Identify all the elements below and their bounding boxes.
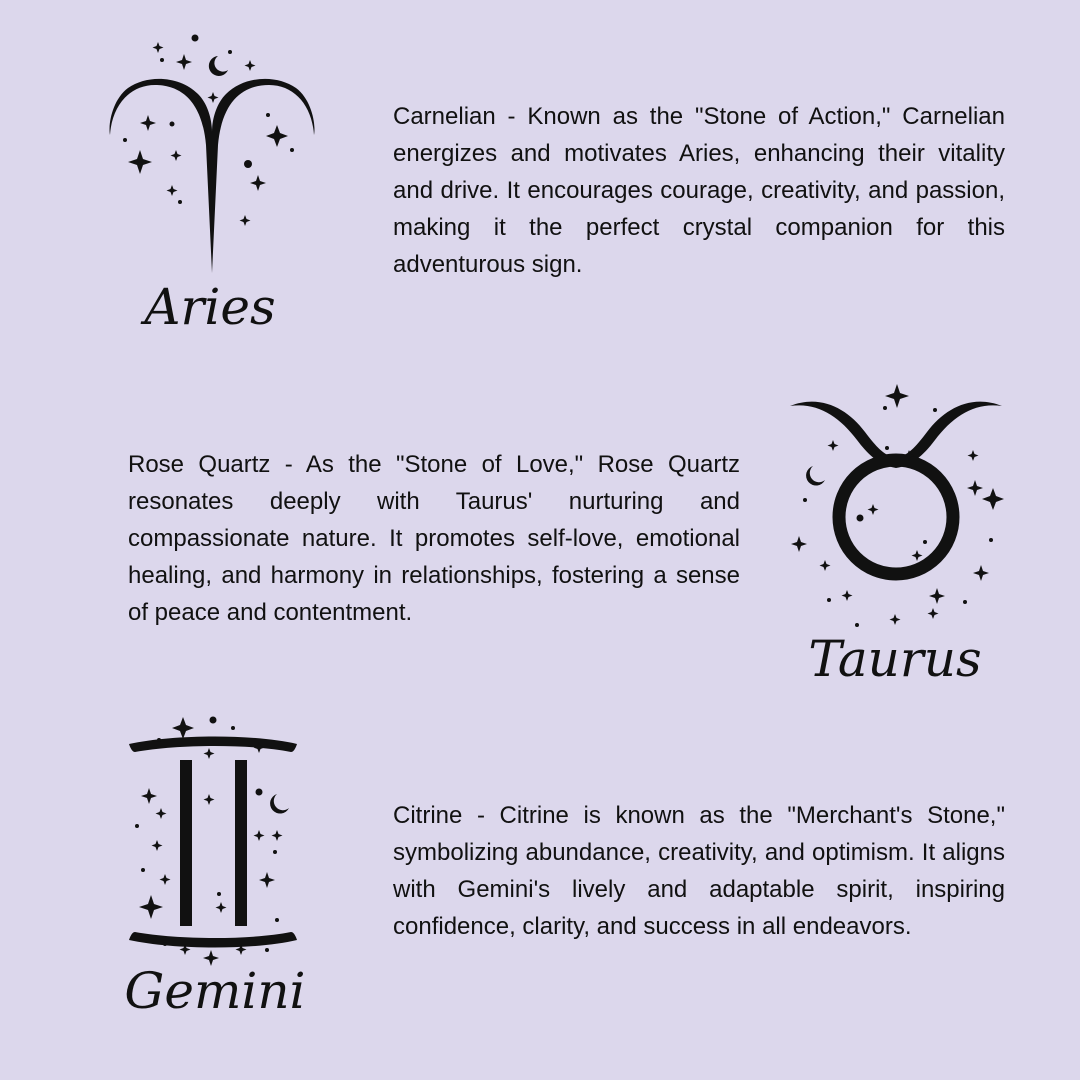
gemini-description: Citrine - Citrine is known as the "Merchant's Stone," symbolizing abundance, creativity, and optimism. It aligns with Gemini's lively and adaptable spirit, inspiring confidence, clarity, and success in all endeavors. [393,802,1005,940]
aries-symbol-icon [100,30,330,280]
gemini-section [0,700,1080,1080]
gemini-sign-name: Gemini [124,962,306,1020]
aries-sign-name: Aries [144,278,276,336]
taurus-description: Rose Quartz - As the "Stone of Love," Rose Quartz resonates deeply with Taurus' nurturing and compassionate nature. It promotes self-love, emotional healing, and harmony in relationships, fostering a sense of peace and contentment. [128,451,740,626]
gemini-symbol-icon [125,712,305,967]
aries-section [0,0,1080,360]
aries-description: Carnelian - Known as the "Stone of Action," Carnelian energizes and motivates Aries, enhancing their vitality and drive. It encourages courage, creativity, and passion, making it the perfect crystal companion for this adventurous sign. [393,103,1005,278]
taurus-section [0,360,1080,720]
taurus-sign-name: Taurus [808,630,982,688]
taurus-symbol-icon [785,380,1010,620]
